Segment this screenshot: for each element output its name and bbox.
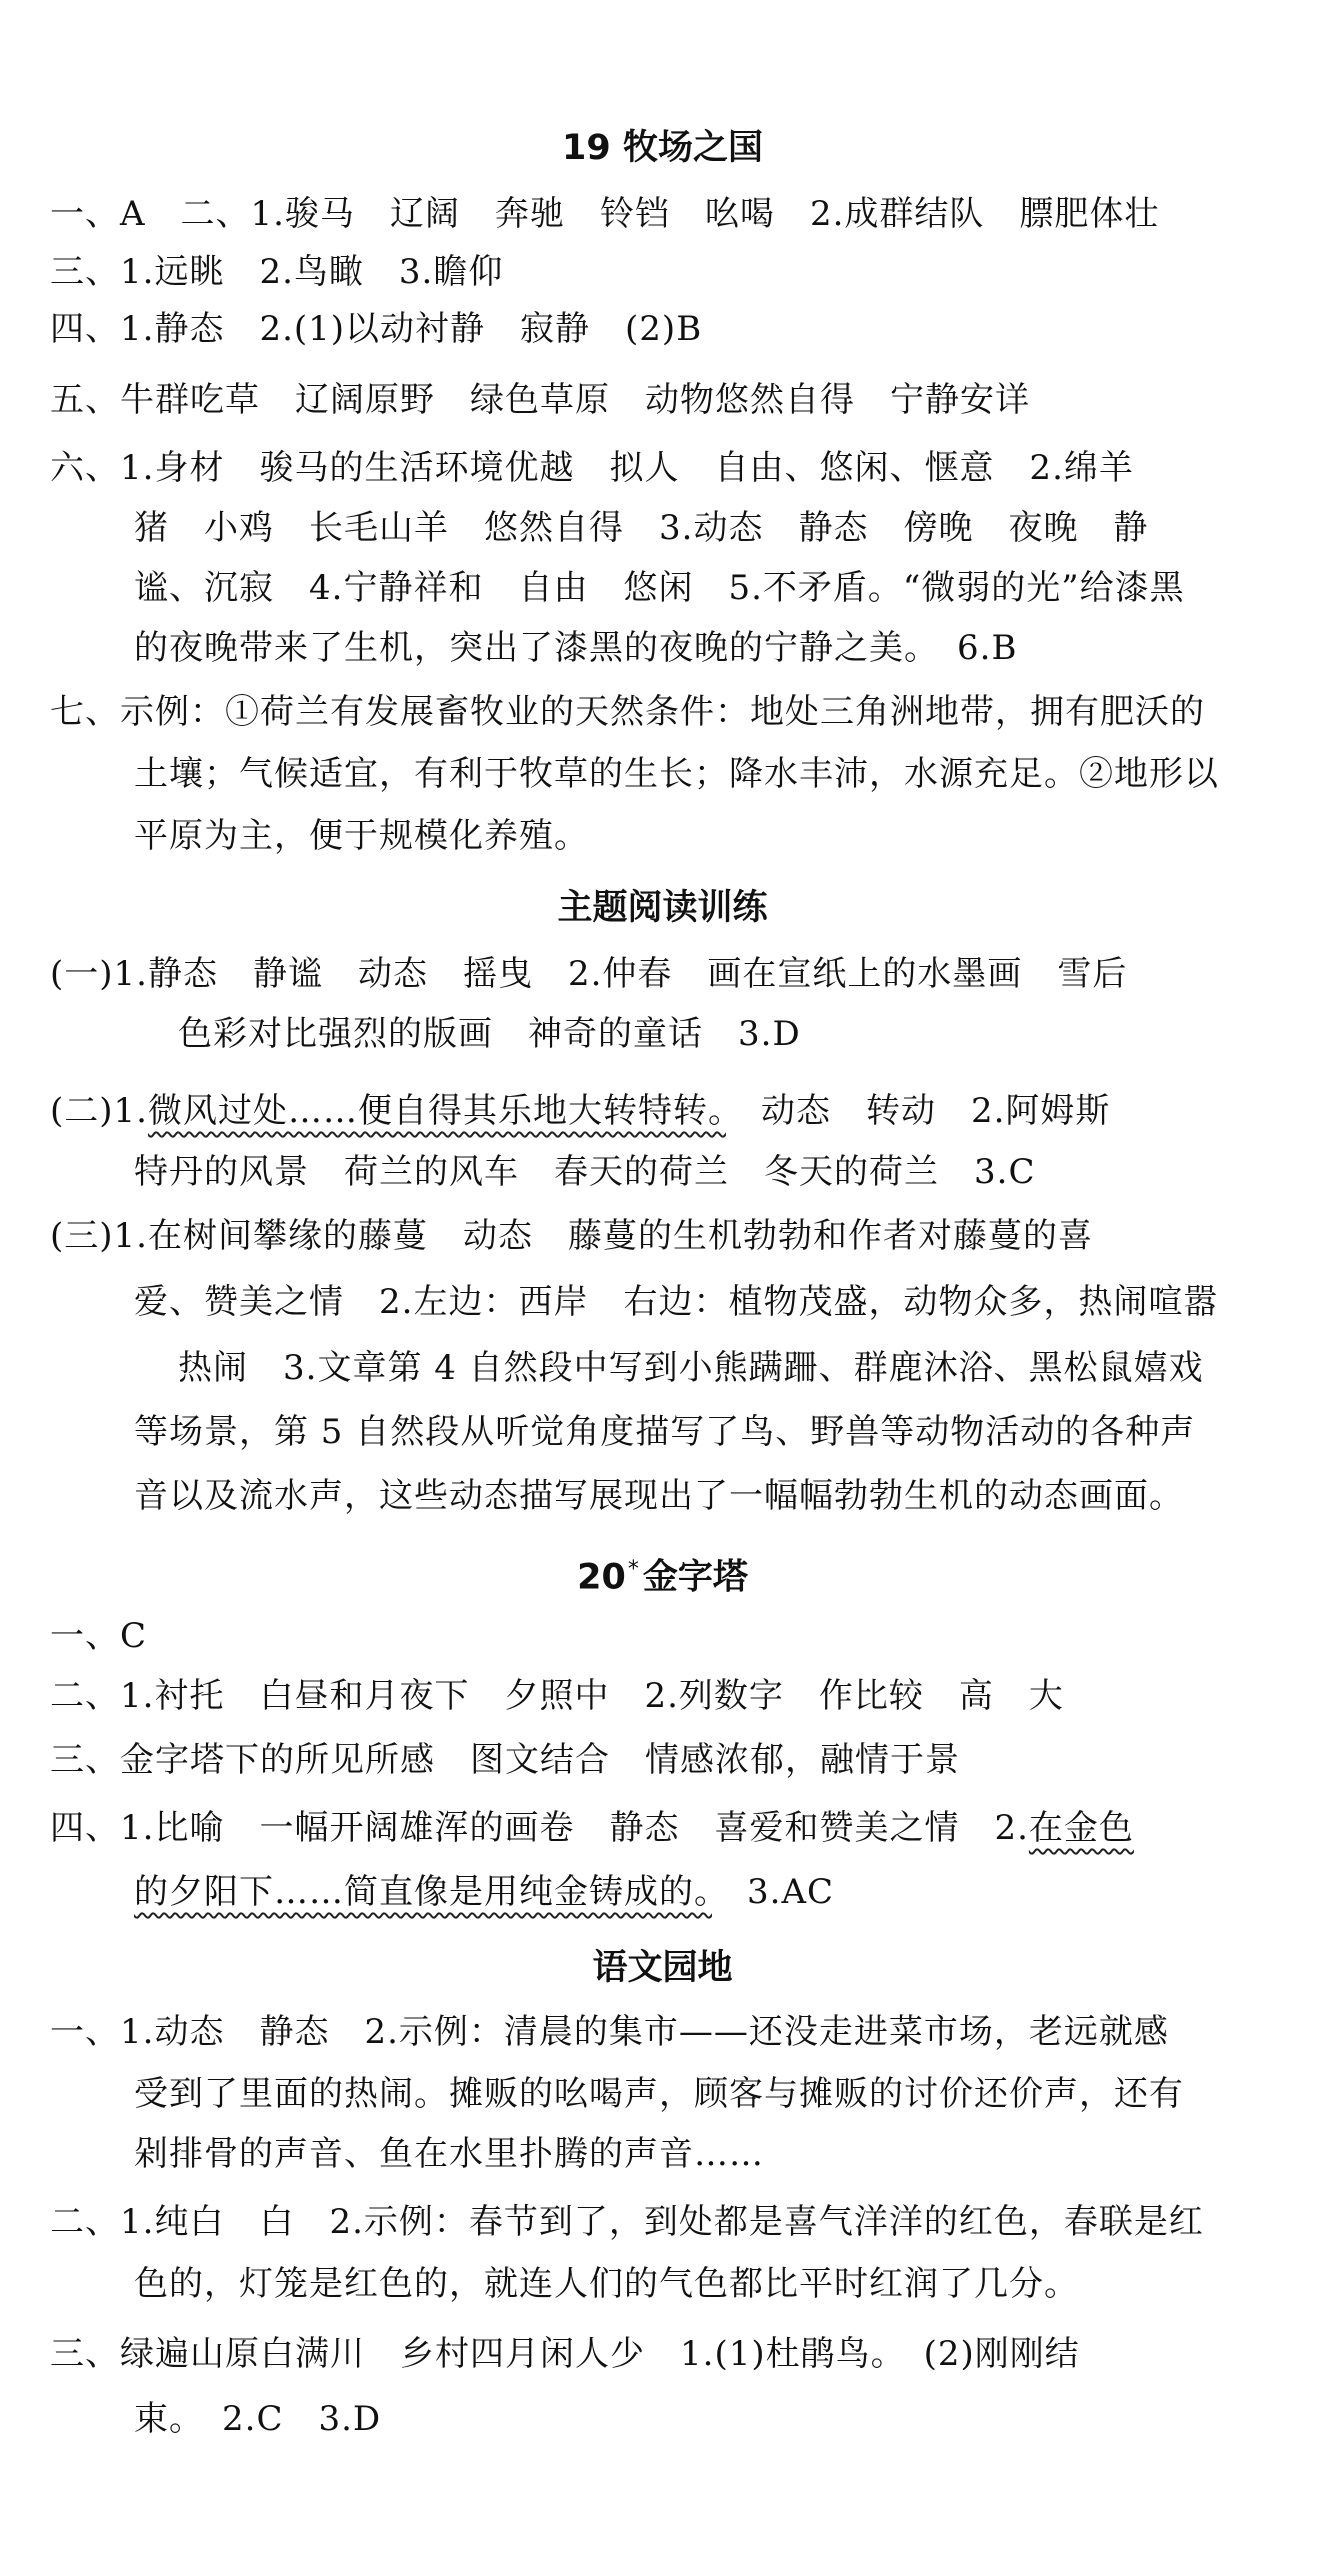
lesson-19-title: 19 牧场之国 (562, 128, 763, 168)
s19-line-5: 六、1.身材 骏马的生活环境优越 拟人 自由、悠闲、惬意 2.绵羊 (50, 448, 1134, 488)
s20-line-5 (134, 1868, 834, 1916)
s19-line-3: 四、1.静态 2.(1)以动衬静 寂静 (2)B (50, 309, 703, 349)
garden-line-5: 色的，灯笼是红色的，就连人们的气色都比平时红润了几分。 (134, 2264, 1079, 2304)
theme-line-4: 特丹的风景 荷兰的风车 春天的荷兰 冬天的荷兰 3.C (134, 1152, 1036, 1192)
s20-line-2: 二、1.衬托 白昼和月夜下 夕照中 2.列数字 作比较 高 大 (50, 1676, 1064, 1716)
lesson-20-name: 金字塔 (642, 1557, 748, 1598)
theme-line-9: 音以及流水声，这些动态描写展现出了一幅幅勃勃生机的动态画面。 (134, 1476, 1184, 1516)
theme-line-6: 爱、赞美之情 2.左边：西岸 右边：植物茂盛，动物众多，热闹喧嚣 (134, 1282, 1219, 1322)
theme-line-3 (50, 1087, 1110, 1135)
s20-line-4-underlined: 在金色 (1028, 1808, 1134, 1848)
s19-line-1: 一、A 二、1.骏马 辽阔 奔驰 铃铛 吆喝 2.成群结队 膘肥体壮 (50, 194, 1160, 234)
s19-line-8: 的夜晚带来了生机，突出了漆黑的夜晚的宁静之美。 6.B (134, 628, 1018, 668)
garden-line-2: 受到了里面的热闹。摊贩的吆喝声，顾客与摊贩的讨价还价声，还有 (134, 2074, 1184, 2114)
chinese-garden-title: 语文园地 (592, 1948, 733, 1988)
garden-line-6: 三、绿遍山原白满川 乡村四月闲人少 1.(1)杜鹃鸟。 (2)刚刚结 (50, 2334, 1080, 2374)
optional-lesson-star: * (627, 1557, 639, 1582)
garden-line-3: 剁排骨的声音、鱼在水里扑腾的声音…… (134, 2134, 764, 2174)
theme-line-3-underlined: 微风过处……便自得其乐地大转特转。 (147, 1091, 726, 1131)
theme-line-1: (一)1.静态 静谧 动态 摇曳 2.仲春 画在宣纸上的水墨画 雪后 (50, 954, 1128, 994)
s20-line-4 (50, 1804, 1134, 1852)
garden-line-7: 束。 2.C 3.D (134, 2399, 382, 2439)
garden-line-4: 二、1.纯白 白 2.示例：春节到了，到处都是喜气洋洋的红色，春联是红 (50, 2202, 1204, 2242)
theme-line-8: 等场景，第 5 自然段从听觉角度描写了鸟、野兽等动物活动的各种声 (134, 1412, 1196, 1452)
s20-line-5-underlined: 的夕阳下……简直像是用纯金铸成的。 (134, 1872, 712, 1912)
s20-line-5-suffix: 3.AC (712, 1872, 835, 1912)
s19-line-10: 土壤；气候适宜，有利于牧草的生长；降水丰沛，水源充足。②地形以 (134, 754, 1219, 794)
s20-line-4-prefix: 四、1.比喻 一幅开阔雄浑的画卷 静态 喜爱和赞美之情 2. (50, 1808, 1029, 1848)
s19-line-7: 谧、沉寂 4.宁静祥和 自由 悠闲 5.不矛盾。“微弱的光”给漆黑 (134, 568, 1185, 608)
s19-line-2: 三、1.远眺 2.鸟瞰 3.瞻仰 (50, 252, 504, 292)
lesson-20-title (0, 1546, 1325, 1602)
theme-line-2: 色彩对比强烈的版画 神奇的童话 3.D (178, 1014, 801, 1054)
s19-line-6: 猪 小鸡 长毛山羊 悠然自得 3.动态 静态 傍晚 夜晚 静 (134, 508, 1149, 548)
theme-line-5: (三)1.在树间攀缘的藤蔓 动态 藤蔓的生机勃勃和作者对藤蔓的喜 (50, 1216, 1093, 1256)
theme-reading-title: 主题阅读训练 (557, 888, 768, 928)
s19-line-4: 五、牛群吃草 辽阔原野 绿色草原 动物悠然自得 宁静安详 (50, 380, 1030, 420)
theme-line-7: 热闹 3.文章第 4 自然段中写到小熊蹒跚、群鹿沐浴、黑松鼠嬉戏 (178, 1348, 1204, 1388)
garden-line-1: 一、1.动态 静态 2.示例：清晨的集市——还没走进菜市场，老远就感 (50, 2012, 1169, 2052)
s20-line-1: 一、C (50, 1616, 148, 1656)
lesson-20-number: 20 (577, 1557, 626, 1598)
theme-line-3-prefix: (二)1. (50, 1091, 148, 1131)
s19-line-11: 平原为主，便于规模化养殖。 (134, 816, 589, 856)
s20-line-3: 三、金字塔下的所见所感 图文结合 情感浓郁，融情于景 (50, 1740, 960, 1780)
theme-line-3-suffix: 动态 转动 2.阿姆斯 (725, 1091, 1111, 1131)
s19-line-9: 七、示例：①荷兰有发展畜牧业的天然条件：地处三角洲地带，拥有肥沃的 (50, 692, 1205, 732)
